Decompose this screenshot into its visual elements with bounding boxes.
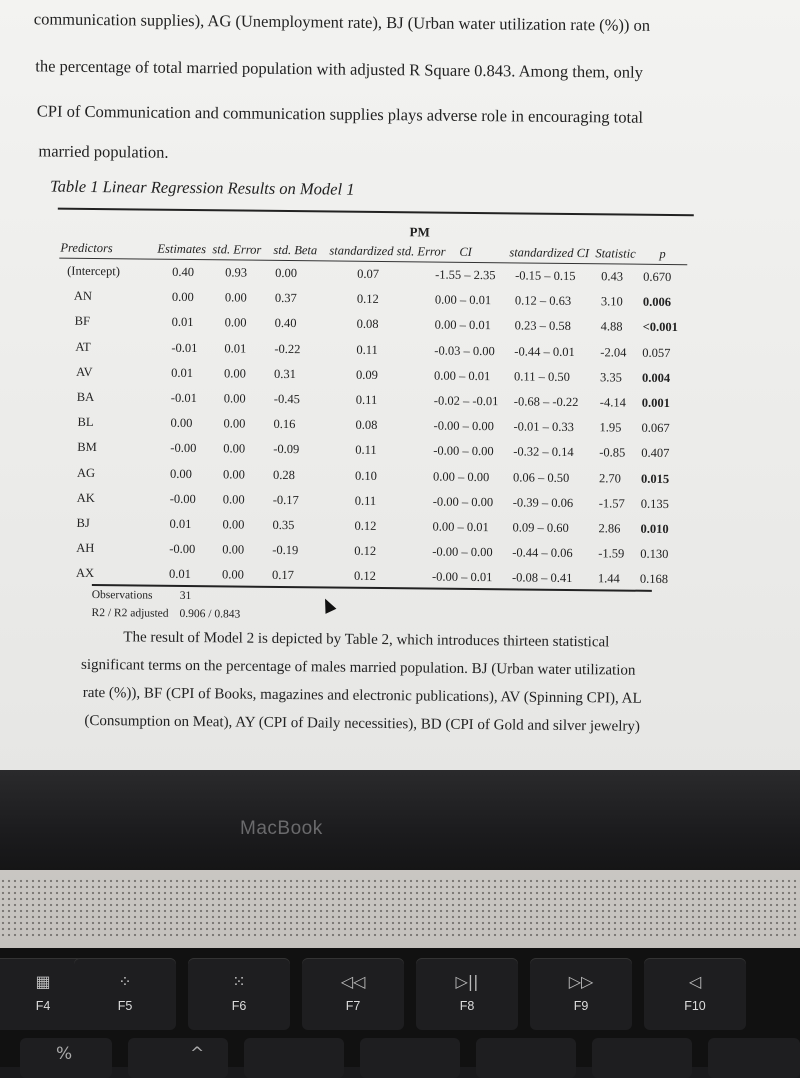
paragraph-bottom-line-3: rate (%)), BF (CPI of Books, magazines and electronic publications), AV (Spinning CPI), AL [82,684,642,707]
cell-p: <0.001 [642,320,678,335]
key-f9[interactable] [530,958,632,1030]
cell-predictor: BL [77,415,94,430]
header-std-error: std. Error [212,242,262,257]
cell-standardized-ci: 0.11 – 0.50 [514,369,570,384]
cell-p: 0.001 [641,395,671,411]
cell-estimate: -0.00 [169,541,196,557]
key-5-glyph: % [56,1044,73,1064]
cell-std-beta: -0.19 [272,543,299,558]
cell-ci: -0.02 – -0.01 [433,393,499,409]
cell-predictor: AX [75,566,95,581]
cell-std-error: 0.00 [222,517,245,532]
cell-standardized-std-error: 0.11 [355,392,378,407]
cell-estimate: -0.00 [169,491,196,506]
cell-std-beta: 0.31 [274,366,297,381]
cell-std-error: 0.00 [222,466,245,482]
play-pause-icon: ▷|| [455,972,479,991]
cell-standardized-std-error: 0.12 [354,518,377,533]
cell-standardized-ci: -0.32 – 0.14 [513,444,574,460]
header-statistic: Statistic [595,246,636,261]
cell-ci: -0.00 – 0.00 [433,443,494,459]
cell-estimate: 0.00 [170,415,193,431]
cell-predictor: AH [76,541,95,556]
cell-standardized-std-error: 0.09 [356,367,379,382]
key-f10[interactable] [644,958,746,1030]
paragraph-top-line-4: married population. [38,141,169,162]
cell-ci: 0.00 – 0.01 [434,292,492,308]
cell-statistic: 4.88 [600,319,623,334]
key-9[interactable] [476,1038,576,1078]
cell-statistic: 3.35 [600,370,623,385]
header-standardized-ci: standardized CI [509,245,590,261]
cell-ci: 0.00 – 0.01 [434,317,491,333]
cell-standardized-ci: -0.68 – -0.22 [513,394,579,410]
header-estimates: Estimates [157,241,207,257]
r2-label: R2 / R2 adjusted [91,606,169,620]
cell-std-error: 0.00 [221,567,244,582]
cell-statistic: -1.59 [598,546,625,561]
key-6-glyph: ^ [190,1044,205,1064]
cell-predictor: BJ [76,515,90,530]
cell-estimate: 0.40 [172,264,195,280]
cell-p: 0.670 [643,269,672,285]
cell-ci: -1.55 – 2.35 [435,267,496,283]
rewind-icon: ◁◁ [340,972,366,991]
cell-ci: 0.00 – 0.00 [432,469,490,484]
cell-predictor: AN [73,288,93,304]
cell-std-error: 0.01 [224,340,247,356]
cell-std-error: 0.93 [225,265,248,280]
cell-standardized-std-error: 0.12 [353,569,376,584]
cell-std-beta: 0.35 [272,517,295,533]
key-label-f6: F6 [231,999,247,1013]
cell-statistic: 1.44 [597,571,620,586]
cell-estimate: 0.01 [171,315,194,330]
cell-p: 0.006 [642,294,672,310]
cell-std-error: 0.00 [224,290,247,305]
cell-standardized-ci: -0.15 – 0.15 [515,268,576,284]
cell-ci: 0.00 – 0.01 [434,368,491,383]
cell-std-error: 0.00 [222,492,245,507]
cell-statistic: -4.14 [599,395,626,410]
cell-p: 0.010 [640,521,669,537]
key-label-f5: F5 [117,999,133,1013]
cell-p: 0.004 [642,370,671,385]
cell-std-error: 0.00 [223,416,246,431]
cell-std-error: 0.00 [222,542,245,557]
paragraph-bottom-line-4: (Consumption on Meat), AY (CPI of Daily necessities), BD (CPI of Gold and silver jewelry) [84,712,640,735]
cell-standardized-std-error: 0.11 [354,493,377,508]
cell-standardized-std-error: 0.11 [356,342,378,357]
paragraph-top-line-1: communication supplies), AG (Unemployment rate), BJ (Urban water utilization rate (%)) on [33,9,651,35]
cell-standardized-ci: 0.12 – 0.63 [514,293,572,309]
cell-standardized-ci: 0.09 – 0.60 [512,520,569,535]
cell-ci: -0.00 – 0.00 [432,544,493,560]
cell-std-error: 0.00 [224,315,247,330]
cell-predictor: AG [76,465,96,480]
table-top-rule [58,208,694,217]
cell-standardized-ci: 0.06 – 0.50 [512,469,570,485]
cell-std-error: 0.00 [223,441,246,456]
cell-p: 0.130 [640,546,669,562]
cell-predictor: BF [74,314,91,329]
cell-standardized-ci: 0.23 – 0.58 [514,318,571,334]
cell-statistic: 0.43 [601,269,624,284]
cell-ci: -0.03 – 0.00 [434,343,495,358]
cell-std-beta: -0.22 [274,341,301,356]
cell-standardized-ci: -0.01 – 0.33 [513,419,575,435]
cell-predictor: (Intercept) [67,263,120,279]
cell-p: 0.057 [642,345,671,360]
cell-p: 0.168 [639,572,669,587]
key-label-f8: F8 [459,999,475,1013]
cell-std-beta: 0.37 [274,291,297,306]
cell-standardized-ci: -0.39 – 0.06 [512,495,574,510]
r2-value: 0.906 / 0.843 [179,607,241,621]
key-f5[interactable] [74,958,176,1030]
cell-standardized-std-error: 0.07 [357,266,380,281]
paragraph-top-line-2: the percentage of total married population with adjusted R Square 0.843. Among them, only [35,56,644,82]
cell-estimate: -0.01 [170,390,197,406]
cell-estimate: 0.00 [171,290,194,305]
key-f7[interactable] [302,958,404,1030]
cell-ci: -0.00 – 0.01 [431,569,493,585]
observations-label: Observations [91,588,153,602]
header-p: p [659,246,666,261]
launchpad-icon: ▦ [35,972,51,991]
cell-standardized-std-error: 0.10 [354,468,377,483]
header-ci: CI [459,244,472,259]
cell-p: 0.135 [640,496,669,511]
cell-std-beta: -0.45 [273,391,300,407]
paragraph-bottom-line-1: The result of Model 2 is depicted by Table 2, which introduces thirteen statistical [123,629,610,651]
keyboard-brightness-down-icon: ⁘ [118,972,132,991]
cell-predictor: AV [76,364,93,379]
key-label-f10: F10 [684,999,706,1013]
cell-std-error: 0.00 [224,366,247,381]
cell-statistic: 1.95 [599,420,622,435]
cell-standardized-ci: -0.08 – 0.41 [511,570,573,586]
speaker-grille [0,878,800,940]
fast-forward-icon: ▷▷ [568,972,594,991]
cell-predictor: AK [76,490,95,505]
cell-statistic: 2.86 [598,521,621,536]
cell-std-beta: -0.17 [272,492,299,507]
cell-standardized-ci: -0.44 – 0.06 [512,545,573,561]
cell-standardized-std-error: 0.12 [354,543,377,559]
cell-predictor: BM [77,440,97,455]
cell-statistic: -1.57 [598,496,625,511]
cell-std-beta: 0.28 [272,467,295,482]
key-label-f4: F4 [35,999,51,1013]
cell-std-beta: 0.40 [274,316,297,331]
cell-estimate: 0.01 [168,567,191,582]
cell-standardized-ci: -0.44 – 0.01 [514,343,575,359]
paragraph-bottom-line-2: significant terms on the percentage of males married population. BJ (Urban water utilization [80,656,636,679]
key-f8[interactable] [416,958,518,1030]
cell-estimate: 0.00 [169,466,192,481]
cell-standardized-std-error: 0.08 [356,317,379,332]
cell-standardized-std-error: 0.12 [356,291,379,307]
cell-p: 0.067 [641,420,670,436]
table-group-header: PM [409,224,430,240]
cell-std-error: 0.00 [223,391,246,406]
cell-std-beta: 0.16 [273,417,296,432]
cell-predictor: BA [76,389,95,405]
cell-ci: 0.00 – 0.01 [432,519,489,535]
key-label-f9: F9 [573,999,589,1013]
cell-p: 0.015 [640,471,670,486]
table-caption: Table 1 Linear Regression Results on Model 1 [49,176,355,199]
cell-statistic: -2.04 [600,344,627,360]
key-8[interactable] [360,1038,460,1078]
cell-estimate: -0.01 [171,340,198,355]
cell-estimate: -0.00 [170,441,197,456]
cell-std-beta: 0.00 [275,265,298,281]
key-f6[interactable] [188,958,290,1030]
cell-statistic: 3.10 [600,294,623,309]
key-6[interactable] [128,1038,228,1078]
cell-predictor: AT [75,339,91,354]
cell-statistic: -0.85 [599,445,626,460]
cell-ci: -0.00 – 0.00 [432,494,494,509]
cell-standardized-std-error: 0.11 [355,443,377,458]
cell-estimate: 0.01 [169,516,192,532]
paragraph-top-line-3: CPI of Communication and communication supplies plays adverse role in encouraging total [36,101,644,127]
keyboard-brightness-up-icon: ⁙ [232,972,246,991]
key-0[interactable] [592,1038,692,1078]
header-standardized-std-error: standardized std. Error [329,243,446,259]
header-std-beta: std. Beta [273,242,318,258]
key-label-f7: F7 [345,999,361,1013]
cell-standardized-std-error: 0.08 [355,417,378,433]
cell-estimate: 0.01 [171,365,194,380]
cell-ci: -0.00 – 0.00 [433,418,495,434]
laptop-brand-logo: MacBook [240,818,323,839]
cell-std-beta: 0.17 [271,568,294,583]
key-minus[interactable] [708,1038,800,1078]
cell-p: 0.407 [641,446,670,461]
observations-value: 31 [179,589,192,603]
screen-bezel [0,770,800,870]
header-predictors: Predictors [60,240,113,256]
key-7[interactable] [244,1038,344,1078]
mute-icon: ◁ [688,972,702,991]
cell-std-beta: -0.09 [273,442,300,457]
cell-statistic: 2.70 [598,470,621,486]
